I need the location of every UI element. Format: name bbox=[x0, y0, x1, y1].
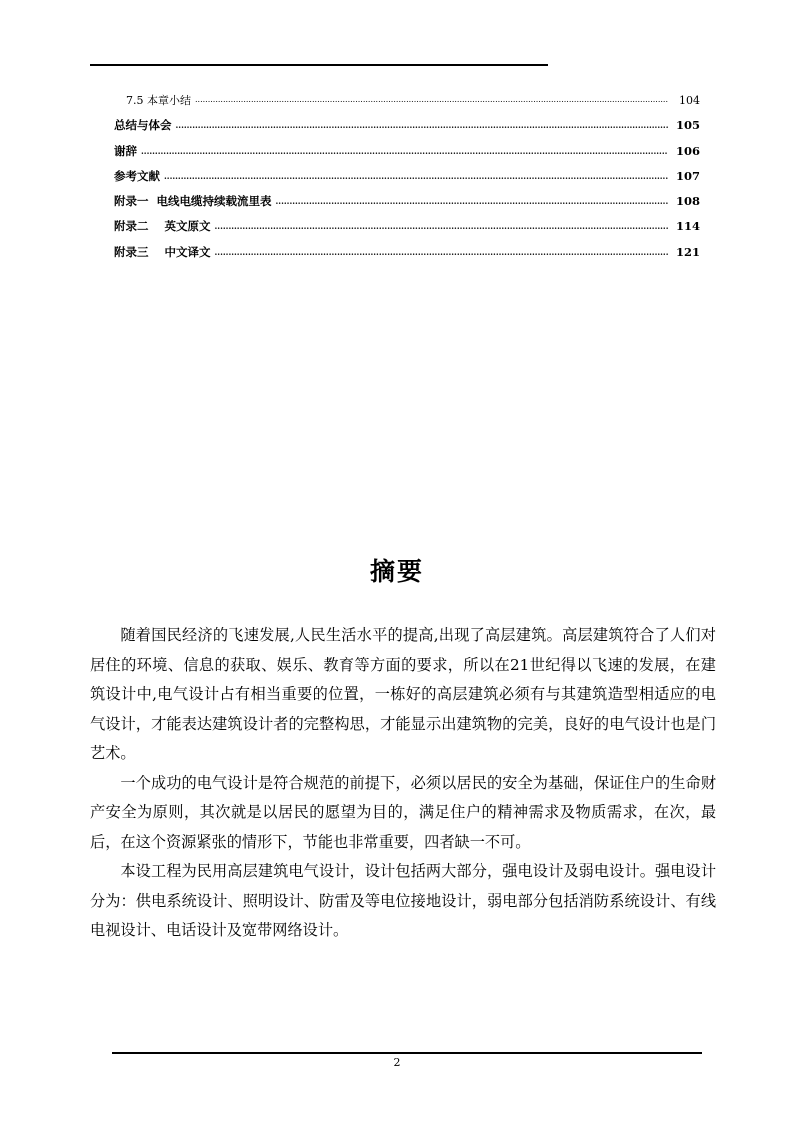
toc-entry[interactable] bbox=[114, 143, 700, 168]
toc-entry[interactable] bbox=[114, 92, 700, 117]
toc-entry-title: 谢辞 bbox=[114, 143, 137, 158]
toc-dot-leader bbox=[195, 93, 668, 104]
toc-entry[interactable] bbox=[114, 193, 700, 218]
toc-dot-leader bbox=[276, 194, 668, 206]
toc-dot-leader bbox=[215, 244, 668, 256]
abstract-paragraph: 本设工程为民用高层建筑电气设计，设计包括两大部分，强电设计及弱电设计。强电设计分为：供电系统设计、照明设计、防雷及等电位接地设计，弱电部分包括消防系统设计、有线电视设计、电话设计及宽带网络设计。 bbox=[90, 862, 716, 939]
footer-rule bbox=[112, 1052, 702, 1054]
toc-dot-leader bbox=[176, 118, 669, 130]
page-number: 2 bbox=[393, 1056, 401, 1069]
toc-entry-title: 7.5 本章小结 bbox=[126, 94, 191, 107]
toc-entry-title: 附录一 电线电缆持续载流里表 bbox=[114, 194, 272, 209]
toc-dot-leader bbox=[215, 219, 668, 231]
abstract-body bbox=[90, 621, 716, 946]
toc-entry-title: 参考文献 bbox=[114, 168, 160, 183]
toc-entry[interactable] bbox=[114, 218, 700, 243]
toc-entry-page: 114 bbox=[675, 219, 700, 234]
toc-entry-page: 105 bbox=[675, 118, 700, 133]
toc-entry[interactable] bbox=[114, 244, 700, 269]
toc-entry-title: 附录二 英文原文 bbox=[114, 219, 211, 234]
toc-dot-leader bbox=[164, 168, 668, 180]
header-rule bbox=[90, 64, 548, 66]
toc-entry[interactable] bbox=[114, 168, 700, 193]
toc-entry-page: 106 bbox=[675, 143, 700, 158]
abstract-paragraph: 随着国民经济的飞速发展,人民生活水平的提高,出现了高层建筑。高层建筑符合了人们对居住的环境、信息的获取、娱乐、教育等方面的要求，所以在21世纪得以飞速的发展，在建筑设计中,电气设计占有相当重要的位置，一栋好的高层建筑必须有与其建筑造型相适应的电气设计，才能表达建筑设计者的完整构思，才能显示出建筑物的完美，良好的电气设计也是门艺术。 bbox=[90, 626, 716, 762]
abstract-heading: 摘要 bbox=[369, 557, 424, 586]
table-of-contents bbox=[114, 92, 700, 269]
abstract-paragraph: 一个成功的电气设计是符合规范的前提下，必须以居民的安全为基础，保证住户的生命财产安全为原则，其次就是以居民的愿望为目的，满足住户的精神需求及物质需求，在次，最后，在这个资源紧张的情形下，节能也非常重要，四者缺一不可。 bbox=[90, 773, 716, 851]
toc-entry-page: 108 bbox=[675, 194, 700, 209]
toc-entry-page: 107 bbox=[675, 168, 700, 183]
toc-entry-title: 总结与体会 bbox=[114, 118, 172, 133]
toc-entry-title: 附录三 中文译文 bbox=[114, 244, 211, 259]
toc-entry-page: 121 bbox=[675, 244, 700, 259]
toc-dot-leader bbox=[141, 143, 668, 155]
toc-entry[interactable] bbox=[114, 117, 700, 142]
toc-entry-page: 104 bbox=[679, 94, 700, 107]
